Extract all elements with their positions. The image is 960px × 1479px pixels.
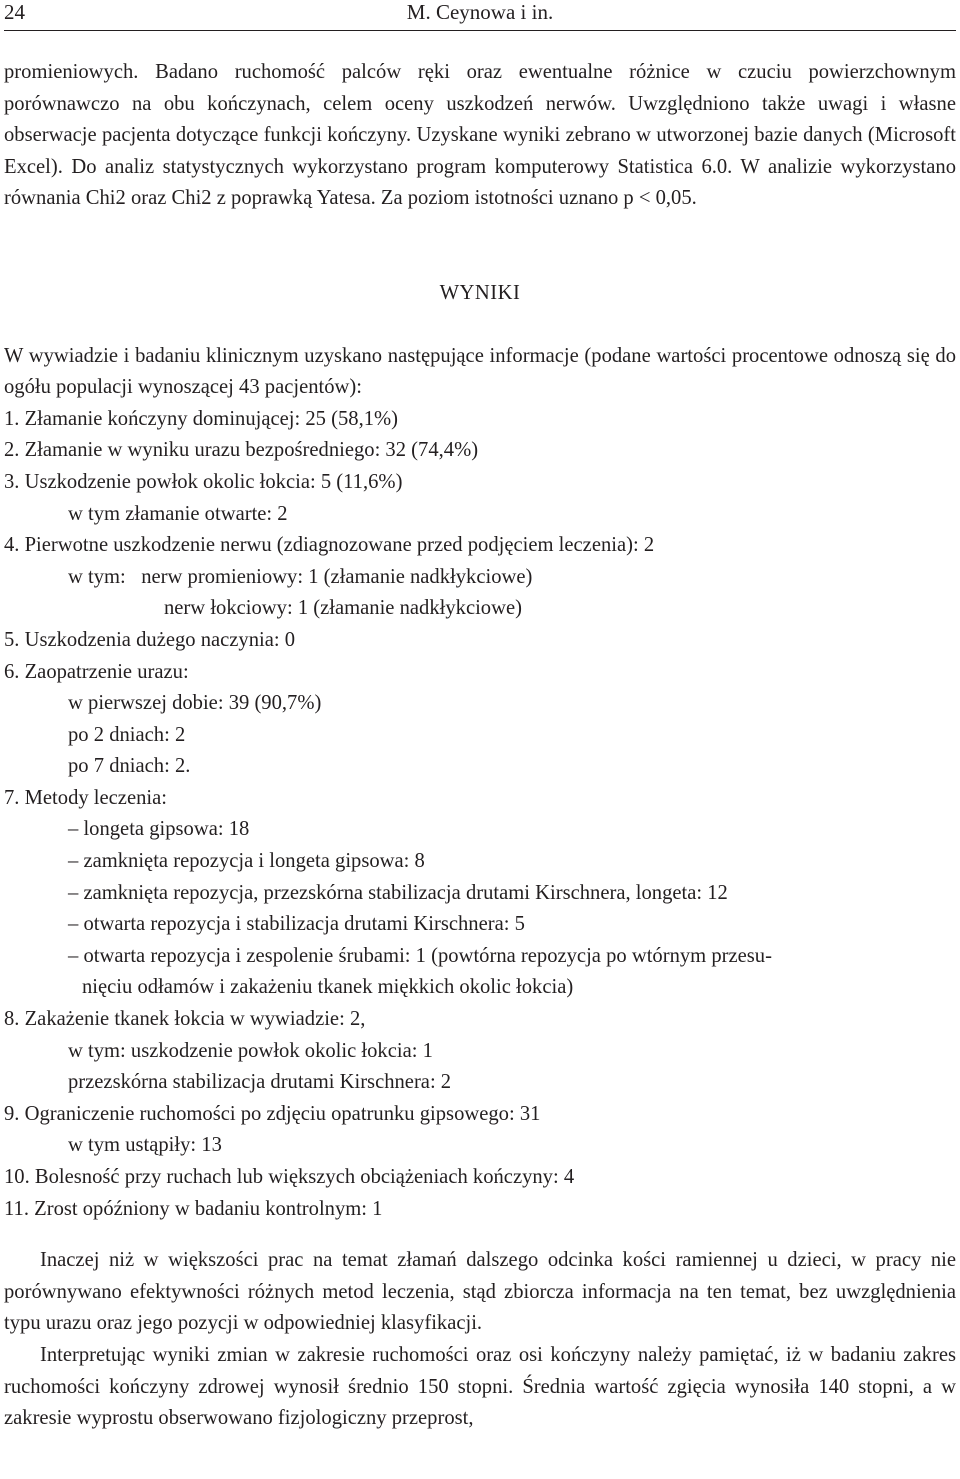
list-subitem: w pierwszej dobie: 39 (90,7%): [68, 692, 322, 715]
list-item: 5. Uszkodzenia dużego naczynia: 0: [4, 628, 296, 651]
list-item: 8. Zakażenie tkanek łokcia w wywiadzie: 2,: [4, 1008, 366, 1031]
list-item: 9. Ograniczenie ruchomości po zdjęciu opatrunku gipsowego: 31: [4, 1102, 541, 1125]
list-subitem: w tym złamanie otwarte: 2: [68, 502, 288, 525]
list-item: 4. Pierwotne uszkodzenie nerwu (zdiagnozowane przed podjęciem leczenia): 2: [4, 534, 655, 557]
page-header: [4, 0, 956, 31]
list-subitem: po 2 dniach: 2: [68, 723, 186, 746]
dash-item: – zamknięta repozycja i longeta gipsowa: 8: [68, 850, 425, 873]
dash-item: – otwarta repozycja i stabilizacja drutami Kirschnera: 5: [68, 913, 525, 936]
section-title-results: WYNIKI: [439, 281, 521, 304]
discussion-paragraph: Interpretując wyniki zmian w zakresie ruchomości oraz osi kończyny należy pamiętać, iż w badaniu zakres ruchomości kończyny zdrowej wynosił średnio 150 stopni. Średnia wartość zgięcia wynosiła 140 stopni, a w zakresie wyprostu obserwowano fizjologiczny przeprost,: [4, 1343, 956, 1430]
dash-item: – zamknięta repozycja, przezskórna stabilizacja drutami Kirschnera, longeta: 12: [68, 881, 728, 904]
list-subitem: w tym: nerw promieniowy: 1 (złamanie nadkłykciowe): [68, 565, 533, 588]
list-subitem: przezskórna stabilizacja drutami Kirschnera: 2: [68, 1071, 452, 1094]
list-item: 6. Zaopatrzenie urazu:: [4, 660, 189, 683]
list-item: 3. Uszkodzenie powłok okolic łokcia: 5 (11,6%): [4, 470, 403, 493]
dash-item: – longeta gipsowa: 18: [68, 818, 250, 841]
list-item: 7. Metody leczenia:: [4, 786, 167, 809]
list-item: 1. Złamanie kończyny dominującej: 25 (58,1%): [4, 407, 399, 430]
results-lead-paragraph: W wywiadzie i badaniu klinicznym uzyskano następujące informacje (podane wartości procentowe odnoszą się do ogółu populacji wynoszącej 43 pacjentów):: [4, 344, 956, 399]
dash-item: – otwarta repozycja i zespolenie śrubami: 1 (powtórna repozycja po wtórnym przesu-: [68, 944, 772, 967]
list-item: 11. Zrost opóźniony w badaniu kontrolnym: 1: [4, 1197, 383, 1220]
intro-paragraph: promieniowych. Badano ruchomość palców ręki oraz ewentualne różnice w czuciu powierzchownym porównawczo na obu kończynach, celem oceny uszkodzeń nerwów. Uwzględniono także uwagi i własne obserwacje pacjenta dotyczące funkcji kończyny. Uzyskane wyniki zebrano w utworzonej bazie danych (Microsoft Excel). Do analiz statystycznych wykorzystano program komputerowy Statistica 6.0. W analizie wykorzystano równania Chi2 oraz Chi2 z poprawką Yatesa. Za poziom istotności uznano p < 0,05.: [4, 61, 956, 210]
list-subitem: w tym ustąpiły: 13: [68, 1134, 222, 1157]
list-subitem: nerw łokciowy: 1 (złamanie nadkłykciowe): [164, 597, 522, 620]
list-item: 10. Bolesność przy ruchach lub większych obciążeniach kończyny: 4: [4, 1166, 575, 1188]
page-number: 24: [4, 0, 25, 24]
running-head: M. Ceynowa i in.: [406, 0, 554, 24]
list-item: 2. Złamanie w wyniku urazu bezpośredniego: 32 (74,4%): [4, 439, 479, 462]
dash-item-continuation: nięciu odłamów i zakażeniu tkanek miękkich okolic łokcia): [82, 976, 574, 999]
list-subitem: po 7 dniach: 2.: [68, 755, 191, 778]
discussion-paragraph: Inaczej niż w większości prac na temat złamań dalszego odcinka kości ramiennej u dzieci, w pracy nie porównywano efektywności różnych metod leczenia, stąd zbiorcza informacja na ten temat, bez uwzględnienia typu urazu oraz jego pozycji w odpowiedniej klasyfikacji.: [4, 1249, 956, 1335]
spacer: [4, 1225, 956, 1245]
results-list: [4, 404, 956, 1225]
body-text: [4, 57, 956, 1435]
list-subitem: w tym: uszkodzenie powłok okolic łokcia: 1: [68, 1039, 433, 1062]
